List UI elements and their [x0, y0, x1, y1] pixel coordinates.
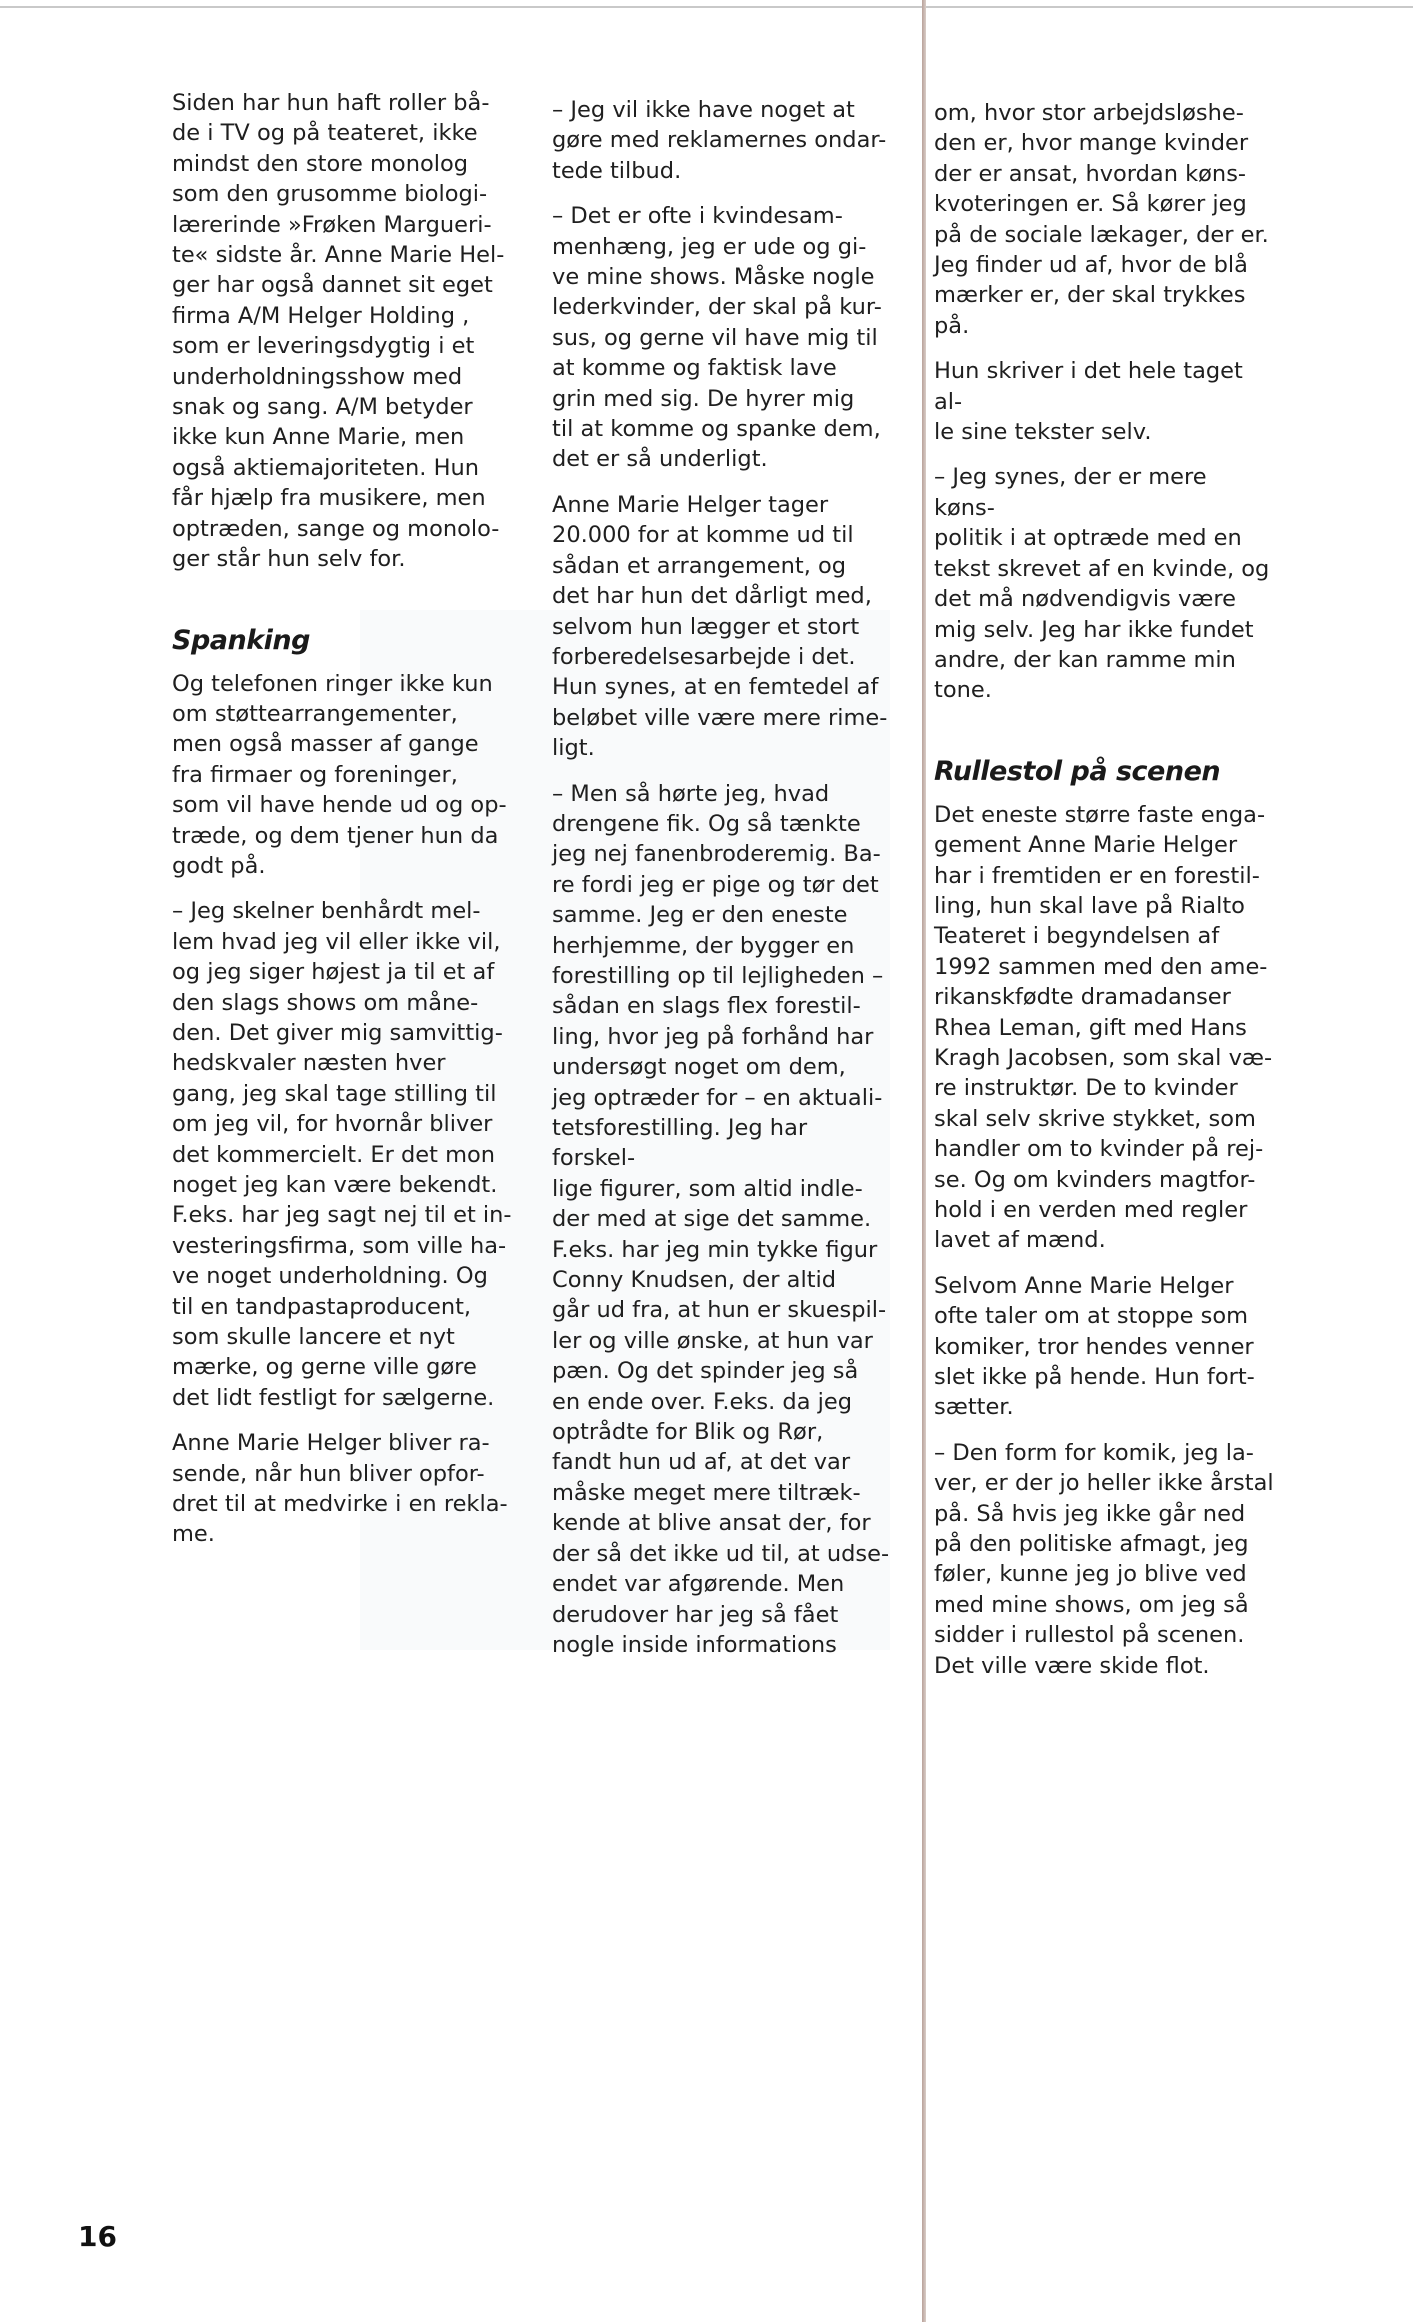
article-column-3: [934, 98, 1274, 1696]
page-number: 16: [78, 2220, 117, 2253]
paragraph: Anne Marie Helger bliver ra- sende, når hun bliver opfor- dret til at medvirke i en rekla- me.: [172, 1430, 508, 1548]
article-column-2: [552, 95, 892, 1675]
paragraph: – Jeg vil ikke have noget at gøre med reklamernes ondar- tede tilbud.: [552, 97, 887, 184]
paragraph: – Den form for komik, jeg la- ver, er der jo heller ikke årstal på. Så hvis jeg ikke går ned på den politiske afmagt, jeg føler, kunne jeg jo blive ved med mine shows, om jeg så sidder i rullestol på scenen. Det ville være skide flot.: [934, 1439, 1274, 1679]
paragraph: om, hvor stor arbejdsløshe- den er, hvor mange kvinder der er ansat, hvordan køns- kvoteringen er. Så kører jeg på de sociale lækager, der er. Jeg finder ud af, hvor de blå mærker er, der skal trykkes på.: [934, 100, 1269, 339]
paragraph: – Det er ofte i kvindesam- menhæng, jeg er ude og gi- ve mine shows. Måske nogle lederkvinder, der skal på kur- sus, og gerne vil have mig til at komme og faktisk lave grin med sig. De hyrer mig til at komme og spanke dem, det er så underligt.: [552, 203, 882, 473]
paragraph: – Jeg skelner benhårdt mel- lem hvad jeg vil eller ikke vil, og jeg siger højest ja til et af den slags shows om måne- den. Det giver mig samvittig- hedskvaler næsten hver gang, jeg skal tage stilling til om jeg vil, for hvornår bliver det kommercielt. Er det mon noget jeg kan være bekendt. F.eks. har jeg sagt nej til et in- vesteringsfirma, som ville ha- ve noget underholdning. Og til en tandpastaproducent, som skulle lancere et nyt mærke, og gerne ville gøre det lidt festligt for sælgerne.: [172, 898, 512, 1411]
paragraph: Anne Marie Helger tager 20.000 for at komme ud til sådan et arrangement, og det har hun det dårligt med, selvom hun lægger et stort forberedelsesarbejde i det. Hun synes, at en femtedel af beløbet ville være mere rime- ligt.: [552, 491, 888, 762]
article-column-1: [172, 88, 512, 1565]
section-heading-spanking: Spanking: [172, 624, 310, 656]
page-gutter: [922, 0, 926, 2322]
paragraph: Og telefonen ringer ikke kun om støttearrangementer, men også masser af gange fra firmaer og foreninger, som vil have hende ud og op- træde, og dem tjener hun da godt på.: [172, 670, 507, 879]
paragraph: Det eneste større faste enga- gement Anne Marie Helger har i fremtiden er en forestil- ling, hun skal lave på Rialto Teateret i begyndelsen af 1992 sammen med den ame- rikanskfødte dramadanser Rhea Leman, gift med Hans Kragh Jacobsen, som skal væ- re instruktør. De to kvinder skal selv skrive stykket, som handler om to kvinder på rej- se. Og om kvinders magtfor- hold i en verden med regler lavet af mænd.: [934, 801, 1273, 1254]
section-heading-rullestol: Rullestol på scenen: [934, 755, 1221, 787]
paragraph: Hun skriver i det hele taget al- le sine tekster selv.: [934, 358, 1243, 446]
paragraph: Selvom Anne Marie Helger ofte taler om at stoppe som komiker, tror hendes venner slet ikke på hende. Hun fort- sætter.: [934, 1272, 1255, 1421]
top-rule: [0, 6, 1413, 8]
paragraph: – Men så hørte jeg, hvad drengene fik. Og så tænkte jeg nej fanenbroderemig. Ba- re fordi jeg er pige og tør det samme. Jeg er den eneste herhjemme, der bygger en forestilling op til lejligheden – sådan en slags flex forestil- ling, hvor jeg på forhånd har undersøgt noget om dem, jeg optræder for – en aktuali- tetsforestilling. Jeg har forskel- lige figurer, som altid indle- der med at sige det samme. F.eks. har jeg min tykke figur Conny Knudsen, der altid går ud fra, at hun er skuespil- ler og ville ønske, at hun var pæn. Og det spinder jeg så en ende over. F.eks. da jeg optrådte for Blik og Rør, fandt hun ud af, at det var måske meget mere tiltræk- kende at blive ansat der, for der så det ikke ud til, at udse- endet var afgørende. Men derudover har jeg så fået nogle inside informations: [552, 780, 890, 1658]
paragraph: Siden har hun haft roller bå- de i TV og på teateret, ikke mindst den store monolog som den grusomme biologi- lærerinde »Frøken Margueri- te« sidste år. Anne Marie Hel- ger har også dannet sit eget firma A/M Helger Holding , som er leveringsdygtig i et underholdningsshow med snak og sang. A/M betyder ikke kun Anne Marie, men også aktiemajoriteten. Hun får hjælp fra musikere, men optræden, sange og monolo- ger står hun selv for.: [172, 90, 505, 573]
paragraph: – Jeg synes, der er mere køns- politik i at optræde med en tekst skrevet af en kvinde, og det må nødvendigvis være mig selv. Jeg har ikke fundet andre, der kan ramme min tone.: [934, 464, 1270, 704]
